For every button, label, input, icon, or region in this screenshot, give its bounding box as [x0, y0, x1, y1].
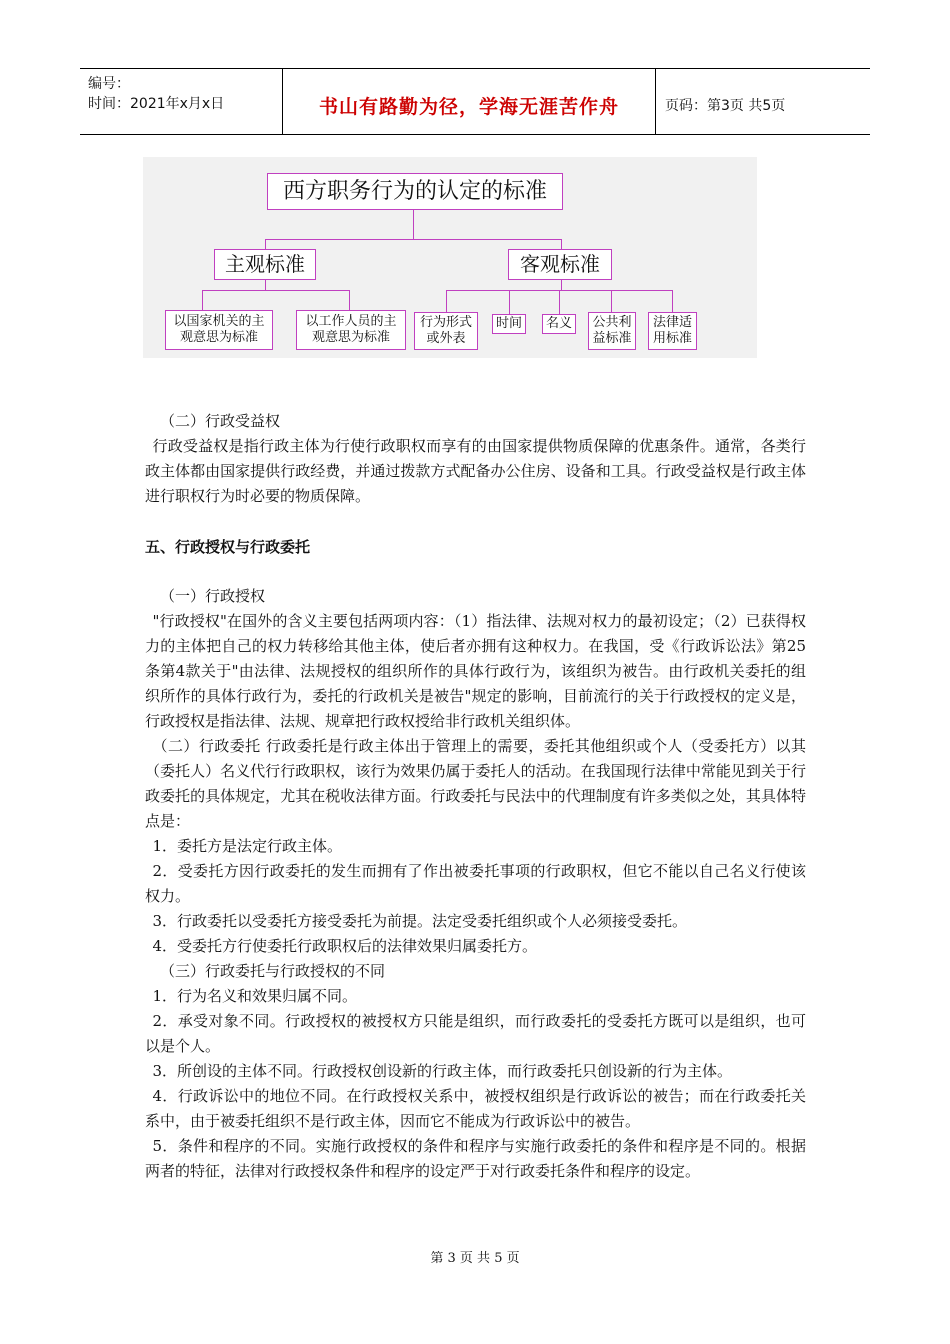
section-heading: （三）行政委托与行政授权的不同 — [160, 962, 386, 980]
connector — [446, 290, 447, 312]
list-item: 5．条件和程序的不同。实施行政授权的条件和程序与实施行政委托的条件和程序是不同的。根据两者的特征，法律对行政授权条件和程序的设定严于对行政委托条件和程序的设定。 — [145, 1137, 806, 1180]
section-heading: （一）行政授权 — [160, 587, 266, 605]
diagram-title-box: 西方职务行为的认定的标准 — [267, 173, 563, 210]
list-item: 4．行政诉讼中的地位不同。在行政授权关系中，被授权组织是行政诉讼的被告；而在行政委托关系中，由于被委托组织不是行政主体，因而它不能成为行政诉讼中的被告。 — [145, 1087, 806, 1130]
header-right-cell — [656, 69, 870, 134]
body-text-block-1 — [145, 409, 806, 509]
subjective-child-2: 以工作人员的主观意思为标准 — [296, 310, 406, 350]
document-time: 时间：2021年x月x日 — [88, 96, 225, 112]
chapter-title: 五、行政授权与行政委托 — [145, 538, 311, 556]
header-center-cell — [283, 69, 656, 134]
connector — [202, 290, 350, 291]
connector — [561, 239, 562, 249]
connector — [509, 290, 510, 314]
section-heading: （二）行政受益权 — [160, 412, 281, 430]
objective-child-5: 法律适用标准 — [648, 312, 697, 350]
connector — [559, 290, 560, 314]
list-item: 3．所创设的主体不同。行政授权创设新的行政主体，而行政委托只创设新的行为主体。 — [152, 1062, 733, 1080]
header-left-cell — [80, 69, 283, 134]
page-footer: 第 3 页 共 5 页 — [430, 1251, 520, 1266]
subjective-standard-box: 主观标准 — [214, 249, 316, 280]
subjective-child-1: 以国家机关的主观意思为标准 — [165, 310, 273, 350]
connector — [611, 290, 612, 312]
connector — [349, 290, 350, 310]
list-item: 2．承受对象不同。行政授权的被授权方只能是组织，而行政委托的受委托方既可以是组织，也可以是个人。 — [145, 1012, 806, 1055]
connector — [413, 209, 414, 240]
objective-child-1: 行为形式或外表 — [414, 312, 478, 350]
connector — [672, 290, 673, 312]
list-item: 1．委托方是法定行政主体。 — [152, 837, 343, 855]
connector — [202, 290, 203, 310]
body-text-block-3 — [145, 584, 806, 1184]
document-number: 编号： — [88, 76, 130, 92]
objective-child-4: 公共利益标准 — [588, 312, 636, 350]
connector — [265, 239, 562, 240]
list-item: 2．受委托方因行政委托的发生而拥有了作出被委托事项的行政职权，但它不能以自己名义行使该权力。 — [145, 862, 806, 905]
paragraph: "行政授权"在国外的含义主要包括两项内容：（1）指法律、法规对权力的最初设定；（2）已获得权力的主体把自己的权力转移给其他主体，使后者亦拥有这种权力。在我国，受《行政诉讼法》第25条第4款关于"由法律、法规授权的组织所作的具体行政行为，该组织为被告。由行政机关委托的组织所作的具体行政行为，委托的行政机关是被告"规定的影响，目前流行的关于行政授权的定义是，行政授权是指法律、法规、规章把行政权授给非行政机关组织体。 — [145, 612, 806, 730]
header-motto: 书山有路勤为径，学海无涯苦作舟 — [318, 96, 619, 118]
standards-diagram — [143, 157, 757, 358]
list-item: 1．行为名义和效果归属不同。 — [152, 987, 358, 1005]
header-page-number: 页码：第3页 共5页 — [665, 98, 786, 114]
paragraph: （二）行政委托 行政委托是行政主体出于管理上的需要，委托其他组织或个人（受委托方）以其（委托人）名义代行行政职权，该行为效果仍属于委托人的活动。在我国现行法律中常能见到关于行政委托的具体规定，尤其在税收法律方面。行政委托与民法中的代理制度有许多类似之处，其具体特点是： — [145, 737, 806, 830]
objective-child-2: 时间 — [492, 314, 526, 334]
connector — [265, 239, 266, 249]
body-text-block-2 — [145, 535, 806, 560]
paragraph: 行政受益权是指行政主体为行使行政职权而享有的由国家提供物质保障的优惠条件。通常，各类行政主体都由国家提供行政经费，并通过拨款方式配备办公住房、设备和工具。行政受益权是行政主体进行职权行为时必要的物质保障。 — [145, 437, 806, 505]
objective-standard-box: 客观标准 — [508, 249, 612, 280]
list-item: 4．受委托方行使委托行政职权后的法律效果归属委托方。 — [152, 937, 538, 955]
page-header — [80, 68, 870, 135]
objective-child-3: 名义 — [542, 314, 576, 334]
list-item: 3．行政委托以受委托方接受委托为前提。法定受委托组织或个人必须接受委托。 — [152, 912, 688, 930]
